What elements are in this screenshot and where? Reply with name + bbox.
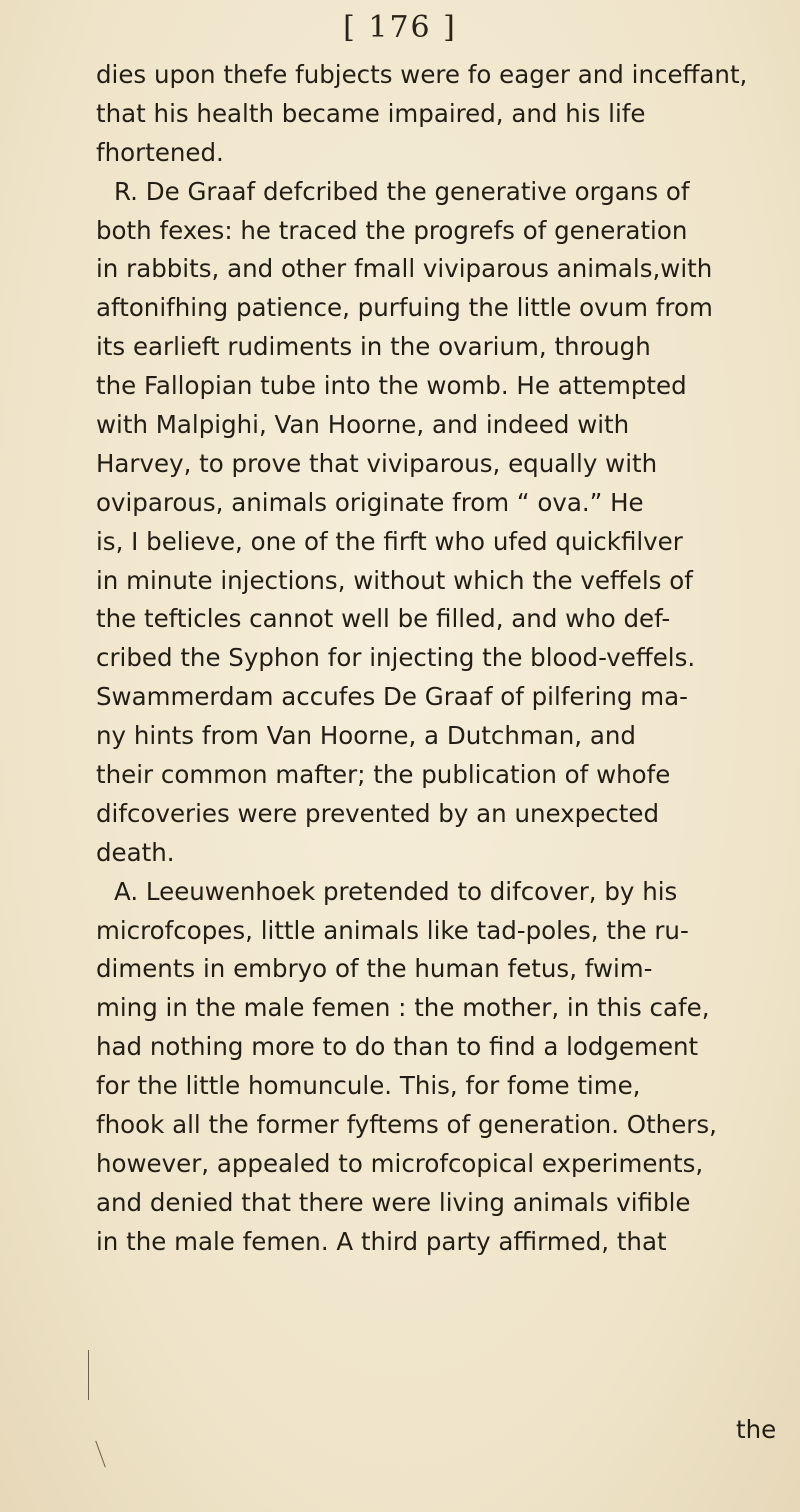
line-text: in the male femen. A third party affirmed, that: [96, 1226, 667, 1256]
margin-mark: [95, 1441, 106, 1468]
text-line: [96, 173, 776, 212]
line-text: ming in the male femen : the mother, in this cafe,: [96, 993, 710, 1023]
line-text: in rabbits, and other fmall viviparous animals,with: [96, 254, 713, 284]
text-line: [96, 1106, 776, 1145]
line-text: death.: [96, 837, 175, 867]
text-line: [96, 1145, 776, 1184]
catchword: the: [736, 1415, 777, 1444]
text-line: [96, 795, 776, 834]
line-text: with Malpighi, Van Hoorne, and indeed with: [96, 410, 630, 440]
text-line: [96, 1067, 776, 1106]
line-text: difcoveries were prevented by an unexpected: [96, 798, 659, 828]
line-text: fhortened.: [96, 137, 224, 167]
text-line: [96, 1223, 776, 1262]
line-text: fhook all the former fyftems of generation. Others,: [96, 1110, 717, 1140]
text-line: [96, 328, 776, 367]
text-line: [96, 756, 776, 795]
margin-mark: [88, 1350, 89, 1400]
line-text: and denied that there were living animals vifible: [96, 1187, 691, 1217]
line-text: the tefticles cannot well be filled, and who def-: [96, 604, 671, 634]
line-text: both fexes: he traced the progrefs of generation: [96, 215, 688, 245]
text-line: [96, 950, 776, 989]
text-line: [96, 56, 776, 95]
text-line: [96, 445, 776, 484]
line-text: A. Leeuwenhoek pretended to difcover, by his: [114, 876, 678, 906]
text-line: [96, 367, 776, 406]
text-line: [96, 717, 776, 756]
text-line: [96, 600, 776, 639]
line-text: Harvey, to prove that viviparous, equally with: [96, 448, 658, 478]
line-text: R. De Graaf defcribed the generative organs of: [114, 176, 690, 206]
line-text: had nothing more to do than to find a lodgement: [96, 1032, 699, 1062]
text-line: [96, 484, 776, 523]
text-line: [96, 639, 776, 678]
line-text: for the little homuncule. This, for fome time,: [96, 1071, 641, 1101]
line-text: microfcopes, little animals like tad-poles, the ru-: [96, 915, 689, 945]
line-text: aftonifhing patience, purfuing the little ovum from: [96, 293, 713, 323]
text-line: [96, 562, 776, 601]
line-text: diments in embryo of the human fetus, fwim-: [96, 954, 653, 984]
body-text: [96, 56, 776, 1262]
line-text: that his health became impaired, and his life: [96, 98, 646, 128]
text-line: [96, 250, 776, 289]
text-line: [96, 989, 776, 1028]
line-text: oviparous, animals originate from “ ova.” He: [96, 487, 644, 517]
line-text: however, appealed to microfcopical experiments,: [96, 1148, 704, 1178]
text-line: [96, 1028, 776, 1067]
text-line: [96, 95, 776, 134]
text-line: [96, 678, 776, 717]
text-line: [96, 134, 776, 173]
text-line: [96, 873, 776, 912]
line-text: in minute injections, without which the veffels of: [96, 565, 693, 595]
line-text: dies upon thefe fubjects were fo eager and inceffant,: [96, 60, 748, 89]
line-text: its earlieft rudiments in the ovarium, through: [96, 332, 651, 362]
line-text: cribed the Syphon for injecting the blood-veffels.: [96, 643, 696, 673]
line-text: is, I believe, one of the firft who ufed quickfilver: [96, 526, 683, 556]
text-line: [96, 289, 776, 328]
text-line: [96, 1184, 776, 1223]
text-line: [96, 834, 776, 873]
line-text: their common mafter; the publication of whofe: [96, 760, 671, 790]
text-line: [96, 406, 776, 445]
text-line: [96, 523, 776, 562]
line-text: the Fallopian tube into the womb. He attempted: [96, 371, 687, 401]
text-line: [96, 912, 776, 951]
line-text: Swammerdam accufes De Graaf of pilfering ma-: [96, 682, 688, 712]
line-text: ny hints from Van Hoorne, a Dutchman, and: [96, 721, 636, 751]
page-number: [ 176 ]: [343, 10, 457, 45]
text-line: [96, 212, 776, 251]
